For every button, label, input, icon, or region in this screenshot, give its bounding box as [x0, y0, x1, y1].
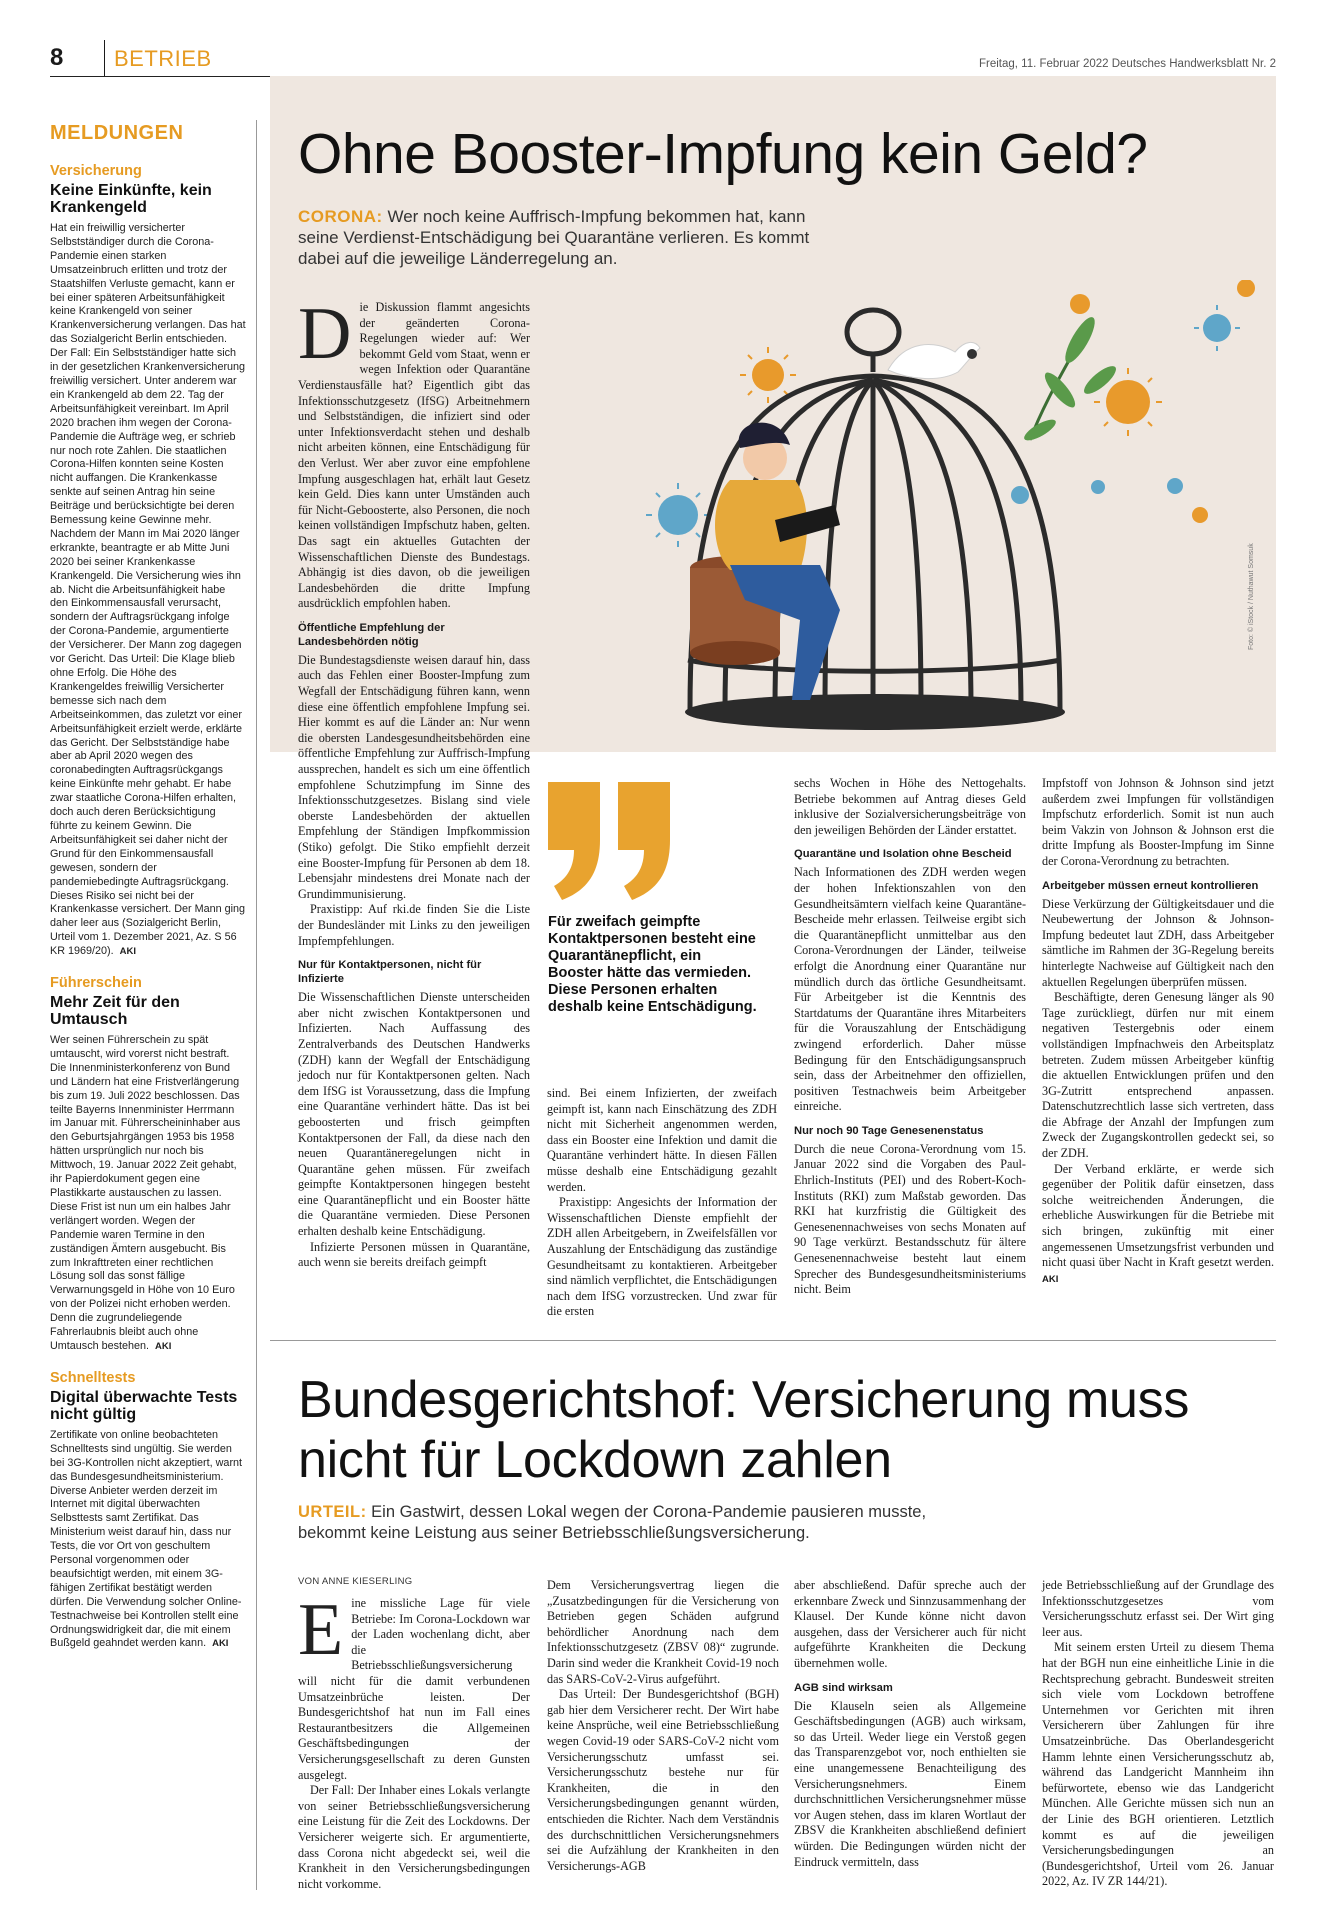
paragraph: ie Diskussion flammt angesichts der geänderten Corona-Regelungen wieder auf: Wer bekommt Geld vom Staat, wenn er wegen Infektion oder Quarantäne Verdienstausfälle hat? Eigentlich gibt das Infektionsschutzgesetz (IfSG) Arbeitnehmern und Selbstständigen, die infiziert sind oder unter Infektionsverdacht stehen und deshalb nicht arbeiten können, eine Entschädigung für den Verlust. Wer aber zuvor eine empfohlene Impfung ausgeschlagen hat, erhält laut Gesetz kein Geld. Dies kann unter Umständen auch für Nicht-Geboosterte, also Personen, die noch keinen vollständigen Impfschutz haben, gelten. Das sagt ein aktuelles Gutachten der Wissenschaftlichen Dienste des Bundestags. Abhängig ist dies davon, ob die jeweiligen Landesbehörden die dritte Impfung ausdrücklich empfohlen haben.	[298, 300, 530, 611]
news-category: Versicherung	[50, 163, 142, 179]
paragraph: Die Klauseln seien als Allgemeine Geschäftsbedingungen (AGB) auch wirksam, so das Urteil. Weder liege ein Verstoß gegen das Transparenzgebot vor, noch enthielten sie eine unangemessene Benachteiligung des Versicherungsnehmers. Einem durchschnittlichen Versicherungsnehmer müsse vor Augen stehen, dass im klaren Wortlaut der ZBSV die Krankheiten abschließend definiert würden. Die Bedingungen würden nicht der Eindruck vermitteln, dass	[794, 1698, 1026, 1869]
drop-cap: E	[298, 1589, 344, 1671]
pull-quote: Für zweifach geimpfte Kontaktpersonen besteht eine Quarantänepflicht, ein Booster hätte das vermieden. Diese Personen erhalten deshalb keine Entschädigung.	[548, 914, 757, 1015]
paragraph: Durch die neue Corona-Verordnung vom 15. Januar 2022 sind die Vorgaben des Paul-Ehrlich-Instituts (PEI) und des Robert-Koch-Instituts (RKI) zum Maßstab geworden. Das RKI hat kurzfristig die Gültigkeit des Genesenennachweises von sechs Monaten auf 90 Tage verkürzt. Bestandsschutz für ältere Genesenennachweise besteht laut einem Sprecher des Bundesgesundheitsministeriums nicht. Beim	[794, 1141, 1026, 1297]
article-column	[298, 1589, 530, 1892]
article-separator	[270, 1340, 1276, 1341]
photo-credit: Foto: © iStock / Nuthawut Somsuk	[1248, 543, 1255, 650]
issue-info: Freitag, 11. Februar 2022 Deutsches Handwerksblatt Nr. 2	[978, 58, 1276, 70]
paragraph: Das Urteil: Der Bundesgerichtshof (BGH) gab hier dem Versicherer recht. Der Wirt habe keine Ansprüche, weil eine Betriebsschließung wegen Covid-19 oder SARS-CoV-2 nicht vom Versicherungsschutz umfasst sei. Versicherungsschutz bestehe nur für Krankheiten, die in den Versicherungsbedingungen genannt würden, entschieden die Richter. Nach dem Verständnis des durchschnittlichen Versicherungsnehmers sei die Aufzählung der Krankheiten in den Versicherungs-AGB	[547, 1687, 779, 1873]
lead-kicker: CORONA:	[298, 207, 383, 226]
subheading: Nur für Kontaktpersonen, nicht für Infizierte	[298, 959, 482, 986]
author-tag: AKI	[1042, 1273, 1059, 1285]
header-divider	[104, 40, 105, 76]
paragraph: aber abschließend. Dafür spreche auch der erkennbare Zweck und Sinnzusammenhang der Klausel. Der Kunde könne nicht davon ausgehen, dass der Versicherer auch für nicht aufgeführte Krankheiten die Deckung übernehmen wolle.	[794, 1578, 1026, 1670]
news-item	[50, 163, 246, 959]
paragraph: Nach Informationen des ZDH werden wegen der hohen Infektionszahlen von den Gesundheitsämtern vielfach keine Quarantäne-Bescheide mehr erlassen. Teilweise ergibt sich die Quarantänepflicht unmittelbar aus den Corona-Verordnungen der Länder, teilweise erfolgt die Anordnung einer Quarantäne nur mündlich durch das örtliche Gesundheitsamt. Für Arbeitgeber ist die Kenntnis des Startdatums der Quarantäne ihres Mitarbeiters für die Vorauszahlung der Entschädigung zwingend erforderlich. Daher müsse Bedingung für den Entschädigungsanspruch sein, dass der Arbeitnehmer den offiziellen, positiven Testnachweis beim Arbeitgeber einreiche.	[794, 865, 1026, 1114]
author-tag: AKI	[155, 1340, 172, 1352]
news-headline: Keine Einkünfte, kein Krankengeld	[50, 182, 212, 216]
article-column	[794, 776, 1026, 1298]
article-lead	[298, 1502, 998, 1544]
article-column	[298, 293, 530, 1271]
paragraph: Beschäftigte, deren Genesung länger als 90 Tage zurückliegt, dürfen nur mit einem negativen Testergebnis oder einem vollständigen Impfnachweis den Arbeitsplatz betreten. Zudem müssen Arbeitgeber künftig die aktuellen Entwicklungen prüfen und den 3G-Zutritt entsprechend anpassen. Datenschutzrechtlich lasse sich vertreten, dass die Abfrage der Anzahl der Impfungen zum Zweck der Zugangskontrollen gedeckt sei, so der ZDH.	[1042, 990, 1274, 1161]
news-body	[50, 222, 246, 959]
closing-quote-icon	[548, 782, 678, 902]
paragraph: Dem Versicherungsvertrag liegen die „Zusatzbedingungen für die Versicherung von Betrieben gegen Schäden aufgrund behördlicher Anordnung nach dem Infektionsschutzgesetz (ZBSV 08)“ zugrunde. Darin sind weder die Krankheit Covid-19 noch das SARS-CoV-2-Virus aufgeführt.	[547, 1578, 779, 1686]
news-headline: Mehr Zeit für den Umtausch	[50, 994, 180, 1029]
byline: VON ANNE KIESERLING	[298, 1576, 413, 1587]
paragraph: ine missliche Lage für viele Betriebe: Im Corona-Lockdown war der Laden wochenlang dicht, aber die Betriebsschließungsversicherung will nicht für die damit verbundenen Umsatzeinbrüche leisten. Der Bundesgerichtshof hat nun im Fall eines Restaurantbesitzers die Allgemeinen Geschäftsbedingungen der Versicherungsgesellschaft zu deren Gunsten ausgelegt.	[298, 1596, 530, 1782]
section-name: BETRIEB	[114, 46, 212, 71]
article-title: Bundesgerichtshof: Versicherung muss nicht für Lockdown zahlen	[298, 1371, 1190, 1489]
subheading: Quarantäne und Isolation ohne Bescheid	[794, 848, 1012, 861]
paragraph: Praxistipp: Angesichts der Information der Wissenschaftlichen Dienste empfiehlt der ZDH allen Arbeitgebern, in Zweifelsfällen vor Auszahlung der Entschädigung das zuständige Gesundheitsamt zu kontaktieren. Arbeitgeber sind nämlich verpflichtet, die Entschädigungen nach dem IfSG vorzustrecken. Und zwar für die ersten	[547, 1195, 777, 1319]
column-divider	[256, 120, 257, 1890]
paragraph	[1042, 1162, 1274, 1288]
paragraph: Mit seinem ersten Urteil zu diesem Thema hat der BGH nun eine einheitliche Linie in die Rechtsprechung gebracht. Bundesweit streiten sich viele vom Lockdown betroffene Unternehmen vor Gerichten mit ihren Versicherern über Zahlungen für ihre Umsatzeinbrüche. Das Oberlandesgericht Hamm lehnte einen Versicherungsschutz ab, während das Landgericht Mannheim ihn befürwortete, ebenso wie das Landgericht München. Alle Gerichte müssen sich nun an der Linie des BGH orientieren. Letztlich kommt es auf die jeweiligen Versicherungsbedingungen an (Bundesgerichtshof, Urteil vom 26. Januar 2022, Az. IV ZR 144/21).	[1042, 1640, 1274, 1889]
article-column	[1042, 1578, 1274, 1890]
subheading: Nur noch 90 Tage Genesenenstatus	[794, 1124, 984, 1137]
subheading: AGB sind wirksam	[794, 1681, 893, 1694]
paragraph: jede Betriebsschließung auf der Grundlage des Infektionsschutzgesetzes vom Versicherungsschutz erfasst sei. Der Wirt ging leer aus.	[1042, 1578, 1274, 1639]
paragraph: sind. Bei einem Infizierten, der zweifach geimpft ist, kann nach Einschätzung des ZDH nicht mit Sicherheit angenommen werden, dass ein Booster eine Infektion und damit die Quarantäne verhindert hätte. In diesen Fällen müsse deshalb eine Entschädigung gezahlt werden.	[547, 1086, 777, 1194]
subheading: Öffentliche Empfehlung der Landesbehörden nötig	[298, 621, 445, 648]
news-headline: Digital überwachte Tests nicht gültig	[50, 1388, 238, 1423]
paragraph-text: Der Verband erklärte, er werde sich gegenüber der Politik dafür einsetzen, dass solche weitreichenden Änderungen, die erhebliche Auswirkungen für die Betriebe mit sich bringen, zukünftig mit einer angemessenen Umsetzungsfrist verbunden und nicht quasi über Nacht in Kraft gesetzt werden.	[1042, 1161, 1274, 1270]
article-column	[794, 1578, 1026, 1870]
news-category: Schnelltests	[50, 1369, 136, 1386]
news-text: Zertifikate von online beobachteten Schnelltests sind ungültig. Sie werden bei 3G-Kontrollen nicht akzeptiert, warnt das Bundesgesundheitsministerium. Diverse Anbieter werden derzeit im Internet mit digital überwachten Selbsttests samt Zertifikat. Das Ministerium weist darauf hin, dass nur Tests, die vor Ort von geschultem Personal vorgenommen oder beaufsichtigt werden, mit einem 3G-fähigen Zertifikat bestätigt werden dürfen. Die Verwendung solcher Online-Testnachweise bei Kontrollen stellt eine Ordnungswidrigkeit dar, die mit einem Bußgeld geahndet werden kann.	[50, 1428, 243, 1650]
lead-kicker: URTEIL:	[298, 1503, 367, 1521]
article-title: Ohne Booster-Impfung kein Geld?	[298, 122, 1148, 186]
birdcage-illustration	[560, 280, 1276, 750]
news-category: Führerschein	[50, 975, 142, 992]
sidebar-kicker: MELDUNGEN	[50, 122, 184, 144]
paragraph: Der Fall: Der Inhaber eines Lokals verlangte von seiner Betriebsschließungsversicherung eine Leistung für die Zeit des Lockdowns. Der Versicherer weigerte sich. Er argumentierte, dass Corona nicht abgedeckt sei, weil die Krankheit in den Versicherungsbedingungen nicht vorkomme.	[298, 1783, 530, 1891]
paragraph: Infizierte Personen müssen in Quarantäne, auch wenn sie bereits dreifach geimpft	[298, 1239, 530, 1270]
author-tag: AKI	[119, 946, 136, 958]
news-text: Wer seinen Führerschein zu spät umtauscht, wird vorerst nicht bestraft. Die Innenministerkonferenz von Bund und Ländern hat eine Fristverlängerung bis zum 19. Juli 2022 beschlossen. Das teilte Bayerns Innenminister Herrmann im Januar mit. Führerscheininhaber aus den Geburtsjahrgängen 1953 bis 1958 hätten ursprünglich nur noch bis Mittwoch, 19. Januar 2022 Zeit gehabt, ihr Papierdokument gegen eine Plastikkarte austauschen zu lassen. Diese Frist ist nun um ein halbes Jahr verlängert worden. Wegen der Pandemie waren Termine in den zuständigen Ämtern ausgebucht. Bis zum Inkrafttreten einer rechtlichen Lösung soll das sonst fällige Verwarnungsgeld in Höhe von 10 Euro von der Polizei nicht erhoben werden. Denn die zugrundeliegende Fahrerlaubnis bleibt auch ohne Umtausch bestehen.	[50, 1034, 241, 1352]
news-text: Hat ein freiwillig versicherter Selbstständiger durch die Corona-Pandemie einen starken Umsatzeinbruch erlitten und trotz der Staatshilfen Verluste gemacht, kann er bei einer späteren Arbeitsunfähigkeit keine Krankengeld von seiner Krankenversicherung verlangen. Das hat das Sozialgericht Berlin entschieden. Der Fall: Ein Selbstständiger hatte sich in der gesetzlichen Krankenversicherung freiwillig versichert. Unter anderem war ein Krankengeld ab dem 22. Tag der Arbeitsunfähigkeit vereinbart. Im April 2020 brachen ihm wegen der Corona-Pandemie die Aufträge weg, er schrieb nur noch rote Zahlen. Die staatlichen Corona-Hilfen konnten seine Kosten nicht auffangen. Die Krankenkasse senkte auf seinen Antrag hin seine Beiträge und berücksichtigte bei deren Bemessung keine Gewinne mehr. Nachdem der Mann im Mai 2020 länger erkrankte, beantragte er ab Mitte Juni 2020 bei seiner Krankenkasse Krankengeld. Die Versicherung wies ihn ab. Nicht die Arbeitsunfähigkeit habe den Einkommensausfall verursacht, sondern der Auftragsrückgang infolge der Corona-Pandemie, argumentierte der Versicherer. Der Mann zog dagegen vor Gericht. Das Urteil: Die Klage blieb ohne Erfolg. Die Höhe des Krankengeldes freiwillig Versicherter bemesse sich nach dem Arbeitseinkommen, das zuletzt vor einer Arbeitsunfähigkeit erzielt werde, erklärte das Gericht. Der Selbstständige habe aber ab April 2020 wegen des coronabedingten Auftragsrückgangs keine Einkünfte mehr gehabt. Er habe zwar staatliche Corona-Hilfen erhalten, doch auch deren Berücksichtigung führte zu keinem Gewinn. Die Arbeitsunfähigkeit sei daher nicht der Grund für den Einkommensausfall gewesen, sondern der pandemiebedingte Auftragsrückgang. Dieses Risiko sei nicht bei der Krankenkasse versichert. Der Mann ging daher leer aus (Sozialgericht Berlin, Urteil vom 1. Dezember 2021, Az. S 56 KR 1969/20).	[50, 222, 246, 958]
news-body	[50, 1429, 246, 1652]
sidebar-news	[50, 122, 246, 1667]
subheading: Arbeitgeber müssen erneut kontrollieren	[1042, 879, 1259, 892]
drop-cap: D	[298, 293, 352, 375]
author-tag: AKI	[212, 1638, 229, 1650]
lead-text: Ein Gastwirt, dessen Lokal wegen der Corona-Pandemie pausieren musste, bekommt keine Leistung aus seiner Betriebsschließungsversicherung.	[298, 1503, 927, 1542]
lead-text: Wer noch keine Auffrisch-Impfung bekommen hat, kann seine Verdienst-Entschädigung bei Quarantäne verlieren. Es kommt dabei auf die jeweilige Länderregelung an.	[298, 207, 810, 268]
paragraph: Die Wissenschaftlichen Dienste unterscheiden aber nicht zwischen Kontaktpersonen und Infizierten. Nach Auffassung des Zentralverbands des Deutschen Handwerks (ZDH) kann der Wegfall der Entschädigung jedoch nur für Kontaktpersonen gelten. Nach dem IfSG ist Voraussetzung, dass die Impfung eine Quarantäne verhindert hätte. Das ist bei geboosterten und frisch geimpften Kontaktpersonen der Fall, da diese nach den neuen Quarantäneregelungen nicht in Quarantäne gehen müssen. Für zweifach geimpfte Kontaktpersonen hingegen besteht eine Quarantänepflicht und ein Booster hätte die Quarantäne vermieden. Diese Personen erhalten deshalb keine Entschädigung.	[298, 990, 530, 1239]
paragraph: sechs Wochen in Höhe des Nettogehalts. Betriebe bekommen auf Antrag dieses Geld inklusive der Sozialversicherungsbeiträge von den jeweiligen Behörden der Länder erstattet.	[794, 776, 1026, 837]
news-item	[50, 975, 246, 1354]
paragraph: Praxistipp: Auf rki.de finden Sie die Liste der Bundesländer mit Links zu den jeweiligen Impfempfehlungen.	[298, 902, 530, 948]
news-item	[50, 1370, 246, 1652]
article-column	[547, 1086, 777, 1320]
page-number: 8	[50, 44, 64, 71]
paragraph: Impfstoff von Johnson & Johnson sind jetzt außerdem zwei Impfungen für vollständigen Impfschutz erforderlich. Somit ist nun auch beim Vakzin von Johnson & Johnson erst die dritte Impfung als Booster-Impfung im Sinne der Corona-Verordnung zu betrachten.	[1042, 776, 1274, 868]
cat-illustration	[888, 342, 980, 378]
article-column	[1042, 776, 1274, 1287]
paragraph: Diese Verkürzung der Gültigkeitsdauer und die Neubewertung der Johnson & Johnson-Impfung bedeutet laut ZDH, dass Arbeitgeber sämtliche im Rahmen der 3G-Regelung bereits hinterlegte Nachweise auf Gültigkeit nach den aktuellen Regelungen überprüfen müssen.	[1042, 896, 1274, 989]
article-column	[547, 1578, 779, 1874]
woman-laptop-illustration	[690, 423, 840, 700]
paragraph: Die Bundestagsdienste weisen darauf hin, dass auch das Fehlen einer Booster-Impfung zum Wegfall der Entschädigung führen kann, wenn diese eine öffentlich empfohlene Impfung sei. Hier kommt es auf die Länder an: Nur wenn die obersten Landesgesundheitsbehörden eine öffentliche Empfehlung zur Auffrisch-Impfung aussprechen, handelt es sich um eine öffentlich empfohlene Schutzimpfung im Sinne des Infektionsschutzgesetzes. Bislang sind viele oberste Landesbehörden der aktuellen Empfehlung der Ständigen Impfkommission (Stiko) gefolgt. Die Stiko empfiehlt derzeit eine Booster-Impfung für Personen ab dem 18. Lebensjahr mindestens drei Monate nach der Grundimmunisierung.	[298, 652, 530, 901]
article-lead	[298, 206, 818, 269]
news-body	[50, 1034, 246, 1354]
